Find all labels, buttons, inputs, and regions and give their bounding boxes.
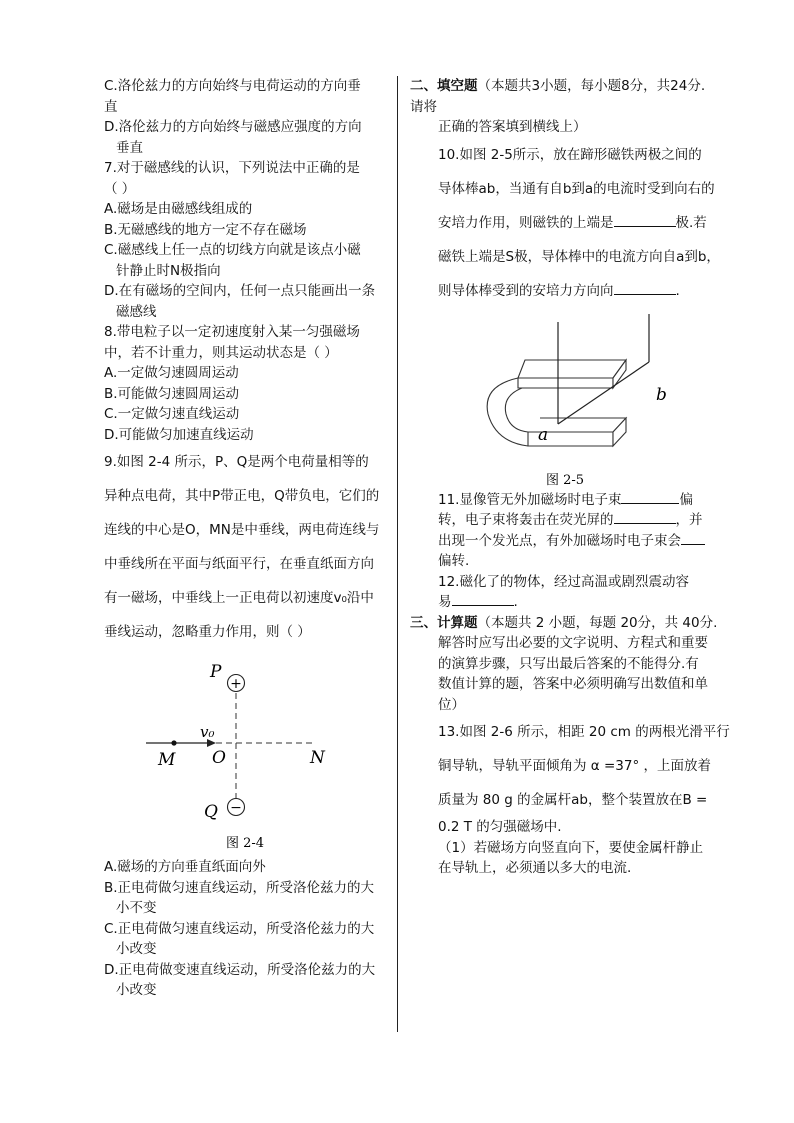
label-p: P <box>210 662 222 682</box>
q7-option-c-line1: C.磁感线上任一点的切线方向就是该点小磁 <box>104 242 361 258</box>
q11-line2-text: 转，电子束将轰击在荧光屏的 <box>438 512 614 528</box>
label-v0: v₀ <box>200 723 215 741</box>
q7-stem-line2: （ ） <box>104 180 136 197</box>
q9-option-c-line2: 小改变 <box>116 941 157 957</box>
left-column <box>104 76 386 1001</box>
q8-option-a: A.一定做匀速圆周运动 <box>104 365 239 381</box>
q11-blank-1[interactable] <box>621 490 679 504</box>
q9-option-b-line1: B.正电荷做匀速直线运动，所受洛伦兹力的大 <box>104 879 375 896</box>
label-m: M <box>158 750 176 770</box>
q9-option-b-line2: 小不变 <box>116 900 157 916</box>
charge-p-sign: + <box>230 676 242 692</box>
q11-line1-text: 11.显像管无外加磁场时电子束 <box>438 491 622 508</box>
q10-line4: 磁铁上端是S极，导体棒中的电流方向自a到b， <box>438 248 720 265</box>
q9-stem-line3: 连线的中心是O，MN是中垂线，两电荷连线与 <box>104 522 380 538</box>
q10-line2: 导体棒ab，当通有自b到a的电流时受到向右的 <box>438 180 715 197</box>
q6-option-c-line1: C.洛伦兹力的方向始终与电荷运动的方向垂 <box>104 78 361 94</box>
label-b: b <box>656 384 667 405</box>
q12-blank[interactable] <box>452 592 514 606</box>
q10-line5-text: 则导体棒受到的安培力方向向 <box>438 282 614 299</box>
right-column <box>410 76 730 879</box>
lower-pole-side <box>613 418 626 446</box>
q7-option-d-line2: 磁感线 <box>116 303 157 320</box>
q10-line5 <box>410 274 710 308</box>
q11-line4: 偏转. <box>438 553 470 569</box>
q9-stem-line1: 9.如图 2-4 所示，P、Q是两个电荷量相等的 <box>104 454 369 470</box>
q10-line3-end: 极.若 <box>675 214 707 231</box>
q9-stem-line5: 有一磁场，中垂线上一正电荷以初速度v₀沿中 <box>104 590 374 606</box>
q10-blank-1[interactable] <box>614 213 676 227</box>
section-2-desc-line2: 请将 <box>410 98 437 115</box>
q13-line3: 质量为 80 g 的金属杆ab，整个装置放在B = <box>438 792 708 808</box>
section-3-desc: （本题共 2 小题，每题 20分，共 40分. <box>477 614 718 631</box>
figure-2-5-caption: 图 2-5 <box>545 472 585 488</box>
q7-option-d-line1: D.在有磁场的空间内，任何一点只能画出一条 <box>104 283 376 299</box>
q10-line1: 10.如图 2-5所示，放在蹄形磁铁两极之间的 <box>438 146 702 163</box>
section-3-header <box>410 613 718 634</box>
q9-stem-line6: 垂线运动，忽略重力作用，则（ ） <box>104 624 311 640</box>
q8-stem-line2: 中，若不计重力，则其运动状态是（ ） <box>104 344 338 361</box>
q8-option-c: C.一定做匀速直线运动 <box>104 406 240 422</box>
q13-line1: 13.如图 2-6 所示，相距 20 cm 的两根光滑平行 <box>438 724 730 740</box>
q8-stem-line1: 8.带电粒子以一定初速度射入某一匀强磁场 <box>104 324 360 340</box>
q10-blank-2[interactable] <box>614 281 676 295</box>
q11-blank-2[interactable] <box>614 510 676 524</box>
q12-line2-text: 易 <box>438 594 452 610</box>
section-3-desc-line3: 的演算步骤，只写出最后答案的不能得分.有 <box>438 655 699 672</box>
q12-line2 <box>410 592 710 613</box>
charge-q-sign: − <box>230 800 242 816</box>
q10-line5-end: . <box>675 282 680 299</box>
q11-line3-text: 出现一个发光点，有外加磁场时电子束会 <box>438 532 681 549</box>
q7-option-c-line2: 针静止时N极指向 <box>116 262 221 279</box>
q13-line4: 0.2 T 的匀强磁场中. <box>438 819 562 835</box>
q8-option-b: B.可能做匀速圆周运动 <box>104 385 240 402</box>
upper-pole-front <box>518 378 613 388</box>
q11-line3 <box>410 531 710 552</box>
column-divider <box>397 76 398 1032</box>
q9-stem-line4: 中垂线所在平面与纸面平行，在垂直纸面方向 <box>104 556 374 572</box>
q12-line1: 12.磁化了的物体，经过高温或剧烈震动容 <box>438 573 689 590</box>
figure-2-4 <box>104 657 386 857</box>
q13-line2: 铜导轨，导轨平面倾角为 α =37° ，上面放着 <box>438 758 712 774</box>
section-2-header <box>410 76 710 97</box>
label-a: a <box>538 424 549 445</box>
q9-option-d-line2: 小改变 <box>116 982 157 998</box>
label-q: Q <box>204 802 218 822</box>
section-3-desc-line5: 位） <box>438 696 465 713</box>
figure-2-4-caption: 图 2-4 <box>225 836 265 851</box>
q10-line3 <box>410 206 710 240</box>
q8-option-d: D.可能做匀加速直线运动 <box>104 426 254 443</box>
q11-line2-end: ，并 <box>675 512 703 528</box>
q9-option-a: A.磁场的方向垂直纸面向外 <box>104 859 266 875</box>
section-2-title: 二、填空题 <box>410 78 478 94</box>
q11-line1-end: 偏 <box>679 491 693 508</box>
q11-line1 <box>410 490 710 511</box>
q6-option-c-line2: 直 <box>104 98 118 115</box>
section-3-desc-line4: 数值计算的题，答案中必须明确写出数值和单 <box>438 676 708 692</box>
moving-charge-dot <box>171 740 176 745</box>
upper-pole-top <box>518 360 626 378</box>
section-3-title: 三、计算题 <box>410 614 478 631</box>
q11-blank-3[interactable] <box>681 531 705 545</box>
q9-option-d-line1: D.正电荷做变速直线运动，所受洛伦兹力的大 <box>104 961 376 978</box>
q13-sub1-line1: （1）若磁场方向竖直向下，要使金属杆静止 <box>438 839 704 856</box>
q7-option-a: A.磁场是由磁感线组成的 <box>104 201 253 217</box>
q7-option-b: B.无磁感线的地方一定不存在磁场 <box>104 221 307 238</box>
section-2-desc: （本题共3小题，每小题8分，共24分. <box>477 78 706 94</box>
label-o: O <box>212 748 226 768</box>
q13-sub1-line2: 在导轨上，必须通以多大的电流. <box>438 860 632 876</box>
section-3-desc-line2: 解答时应写出必要的文字说明、方程式和重要 <box>438 635 708 651</box>
q11-line2 <box>410 510 710 531</box>
label-n: N <box>310 748 325 768</box>
q9-option-c-line1: C.正电荷做匀速直线运动，所受洛伦兹力的大 <box>104 920 375 937</box>
q10-line3-text: 安培力作用，则磁铁的上端是 <box>438 214 614 231</box>
figure-2-5 <box>410 314 710 490</box>
q6-option-d-line2: 垂直 <box>116 139 143 156</box>
magnet-bend-inner <box>505 388 528 432</box>
q6-option-d-line1: D.洛伦兹力的方向始终与磁感应强度的方向 <box>104 119 362 135</box>
q7-stem-line1: 7.对于磁感线的认识，下列说法中正确的是 <box>104 160 360 176</box>
section-2-desc-line3: 正确的答案填到横线上） <box>438 119 587 135</box>
q9-stem-line2: 异种点电荷，其中P带正电，Q带负电，它们的 <box>104 488 380 504</box>
q12-line2-end: . <box>513 594 518 610</box>
